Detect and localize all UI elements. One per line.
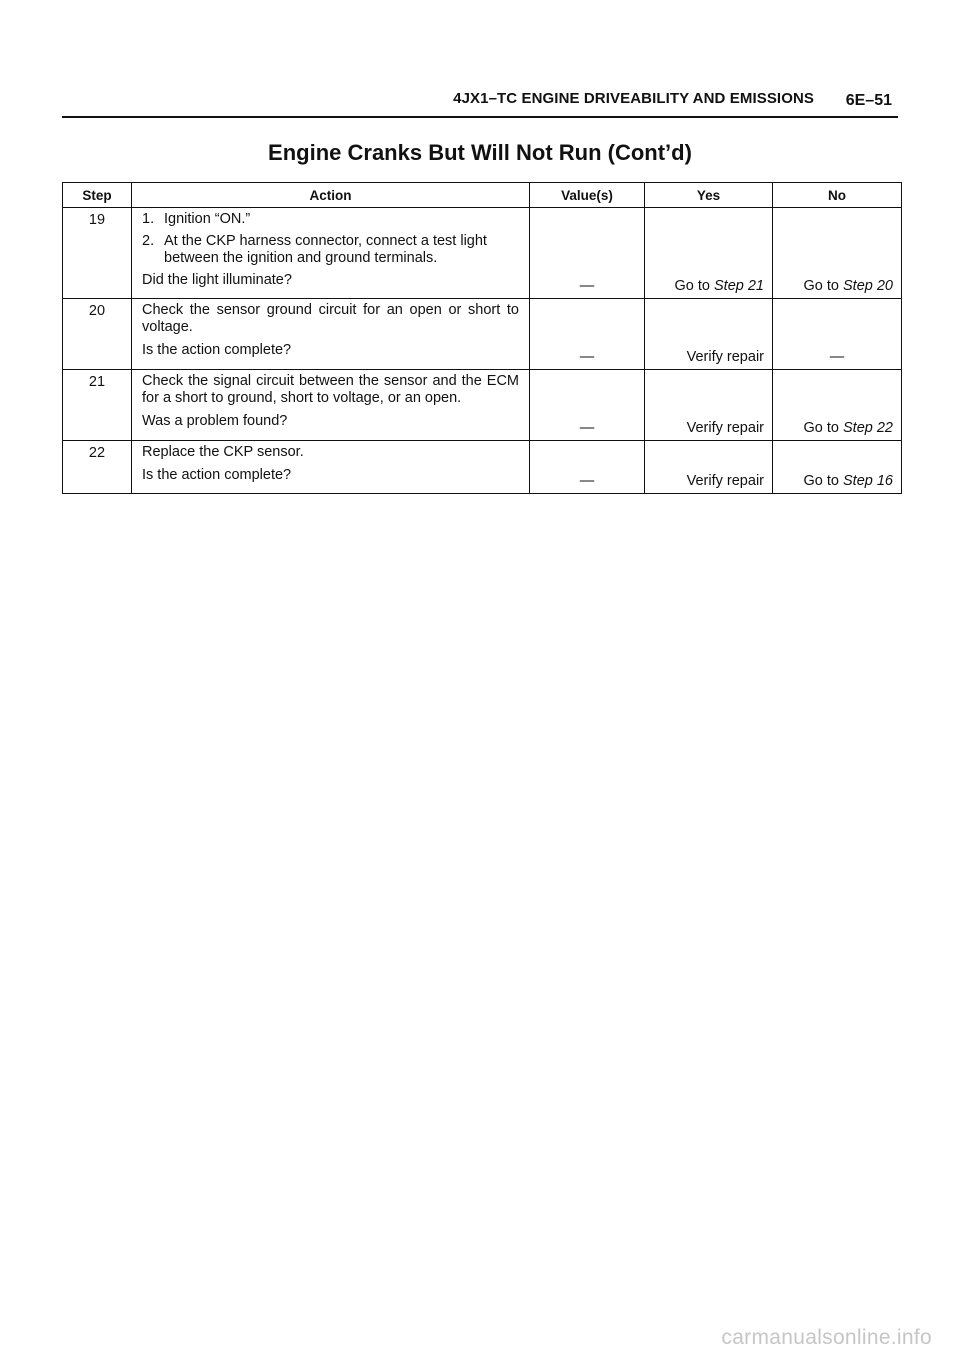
table-header-row (63, 183, 902, 208)
no-prefix: Go to (803, 420, 839, 436)
action-text: Replace the CKP sensor. (142, 444, 304, 460)
no-step-link: Step 16 (843, 473, 893, 489)
diagnostic-table (62, 182, 902, 494)
yes-prefix: Go to (674, 278, 710, 294)
column-header-yes: Yes (645, 183, 773, 208)
column-header-values: Value(s) (530, 183, 645, 208)
action-question: Did the light illuminate? (142, 272, 292, 288)
yes-step-link: Step 21 (714, 278, 764, 294)
action-list-item (142, 233, 519, 267)
step-number: 22 (63, 441, 132, 494)
page-header (62, 88, 898, 118)
step-number: 19 (63, 208, 132, 299)
action-question: Was a problem found? (142, 413, 288, 429)
table-row (63, 441, 902, 494)
yes-cell: Verify repair (645, 299, 773, 370)
section-title: 4JX1–TC ENGINE DRIVEABILITY AND EMISSIONS (453, 90, 814, 107)
action-text: Check the signal circuit between the sensor and the ECM for a short to ground, short to voltage, or an open. (142, 373, 519, 406)
no-step-link: Step 20 (843, 278, 893, 294)
item-number: 1. (142, 211, 155, 227)
no-cell: — (773, 299, 902, 370)
value-cell: — (530, 299, 645, 370)
action-list-item (142, 211, 519, 228)
column-header-no: No (773, 183, 902, 208)
value-cell: — (530, 441, 645, 494)
column-header-action: Action (132, 183, 530, 208)
no-prefix: Go to (803, 278, 839, 294)
action-cell (132, 441, 530, 494)
step-number: 21 (63, 370, 132, 441)
column-header-step: Step (63, 183, 132, 208)
action-cell (132, 299, 530, 370)
value-cell: — (530, 370, 645, 441)
table-row (63, 370, 902, 441)
yes-cell: Verify repair (645, 441, 773, 494)
item-text: Ignition “ON.” (164, 211, 251, 227)
action-cell (132, 370, 530, 441)
yes-cell (645, 208, 773, 299)
no-cell (773, 370, 902, 441)
page-title: Engine Cranks But Will Not Run (Cont’d) (268, 140, 692, 165)
no-step-link: Step 22 (843, 420, 893, 436)
no-prefix: Go to (803, 473, 839, 489)
page-number: 6E–51 (845, 92, 892, 109)
table-row (63, 208, 902, 299)
value-cell: — (530, 208, 645, 299)
step-number: 20 (63, 299, 132, 370)
action-cell (132, 208, 530, 299)
action-question: Is the action complete? (142, 342, 292, 358)
no-cell (773, 208, 902, 299)
watermark: carmanualsonline.info (721, 1326, 932, 1349)
item-number: 2. (142, 233, 155, 249)
no-cell (773, 441, 902, 494)
table-row (63, 299, 902, 370)
item-text: At the CKP harness connector, connect a test light between the ignition and ground terminals. (164, 233, 487, 266)
action-question: Is the action complete? (142, 467, 292, 483)
yes-cell: Verify repair (645, 370, 773, 441)
action-text: Check the sensor ground circuit for an open or short to voltage. (142, 302, 519, 335)
